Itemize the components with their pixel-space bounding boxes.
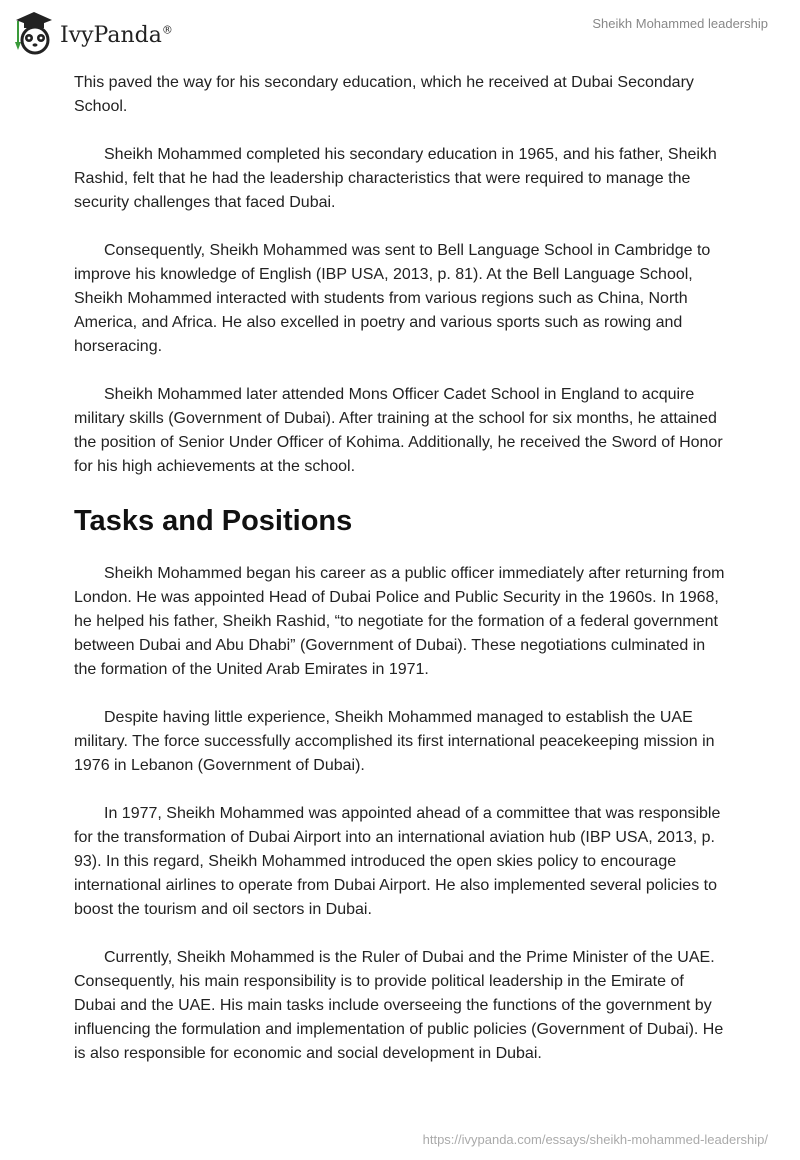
- source-url[interactable]: https://ivypanda.com/essays/sheikh-mohammed-leadership/: [422, 1132, 768, 1147]
- document-title: Sheikh Mohammed leadership: [592, 16, 768, 31]
- panda-graduate-icon: [12, 8, 56, 56]
- paragraph: Consequently, Sheikh Mohammed was sent to Bell Language School in Cambridge to improve his knowledge of English (IBP USA, 2013, p. 81). At the Bell Language School, Sheikh Mohammed interacted with students from various regions such as China, North America, and Africa. He also excelled in poetry and various sports such as rowing and horseracing.: [74, 242, 711, 355]
- paragraph: Sheikh Mohammed began his career as a public officer immediately after returning from London. He was appointed Head of Dubai Police and Public Security in the 1960s. In 1968, he helped his father, Sheikh Rashid, “to negotiate for the formation of a federal government between Dubai and Abu Dhabi” (Government of Dubai). These negotiations culminated in the formation of the United Arab Emirates in 1971.: [74, 565, 725, 678]
- paragraph: This paved the way for his secondary education, which he received at Dubai Secondary School.: [74, 74, 694, 115]
- logo-text: IvyPanda®: [60, 22, 173, 48]
- essay-content: [74, 71, 726, 1090]
- section-heading: Tasks and Positions: [74, 505, 353, 537]
- paragraph: In 1977, Sheikh Mohammed was appointed ahead of a committee that was responsible for the transformation of Dubai Airport into an international aviation hub (IBP USA, 2013, p. 93). In this regard, Sheikh Mohammed introduced the open skies policy to encourage international airlines to operate from Dubai Airport. He also implemented several policies to boost the tourism and oil sectors in Dubai.: [74, 805, 721, 918]
- ivypanda-logo[interactable]: [12, 8, 173, 56]
- paragraph: Sheikh Mohammed completed his secondary education in 1965, and his father, Sheikh Rashid, felt that he had the leadership characteristics that were required to manage the security challenges that faced Dubai.: [74, 146, 717, 211]
- paragraph: Despite having little experience, Sheikh Mohammed managed to establish the UAE military. The force successfully accomplished its first international peacekeeping mission in 1976 in Lebanon (Government of Dubai).: [74, 709, 715, 774]
- paragraph: Sheikh Mohammed later attended Mons Officer Cadet School in England to acquire military skills (Government of Dubai). After training at the school for six months, he attained the position of Senior Under Officer of Kohima. Additionally, he received the Sword of Honor for his high achievements at the school.: [74, 386, 723, 475]
- page-header: [0, 0, 800, 60]
- paragraph: Currently, Sheikh Mohammed is the Ruler of Dubai and the Prime Minister of the UAE. Consequently, his main responsibility is to provide political leadership in the Emirate of Dubai and the UAE. His main tasks include overseeing the functions of the government by influencing the formulation and implementation of public policies (Government of Dubai). He is also responsible for economic and social development in Dubai.: [74, 949, 724, 1062]
